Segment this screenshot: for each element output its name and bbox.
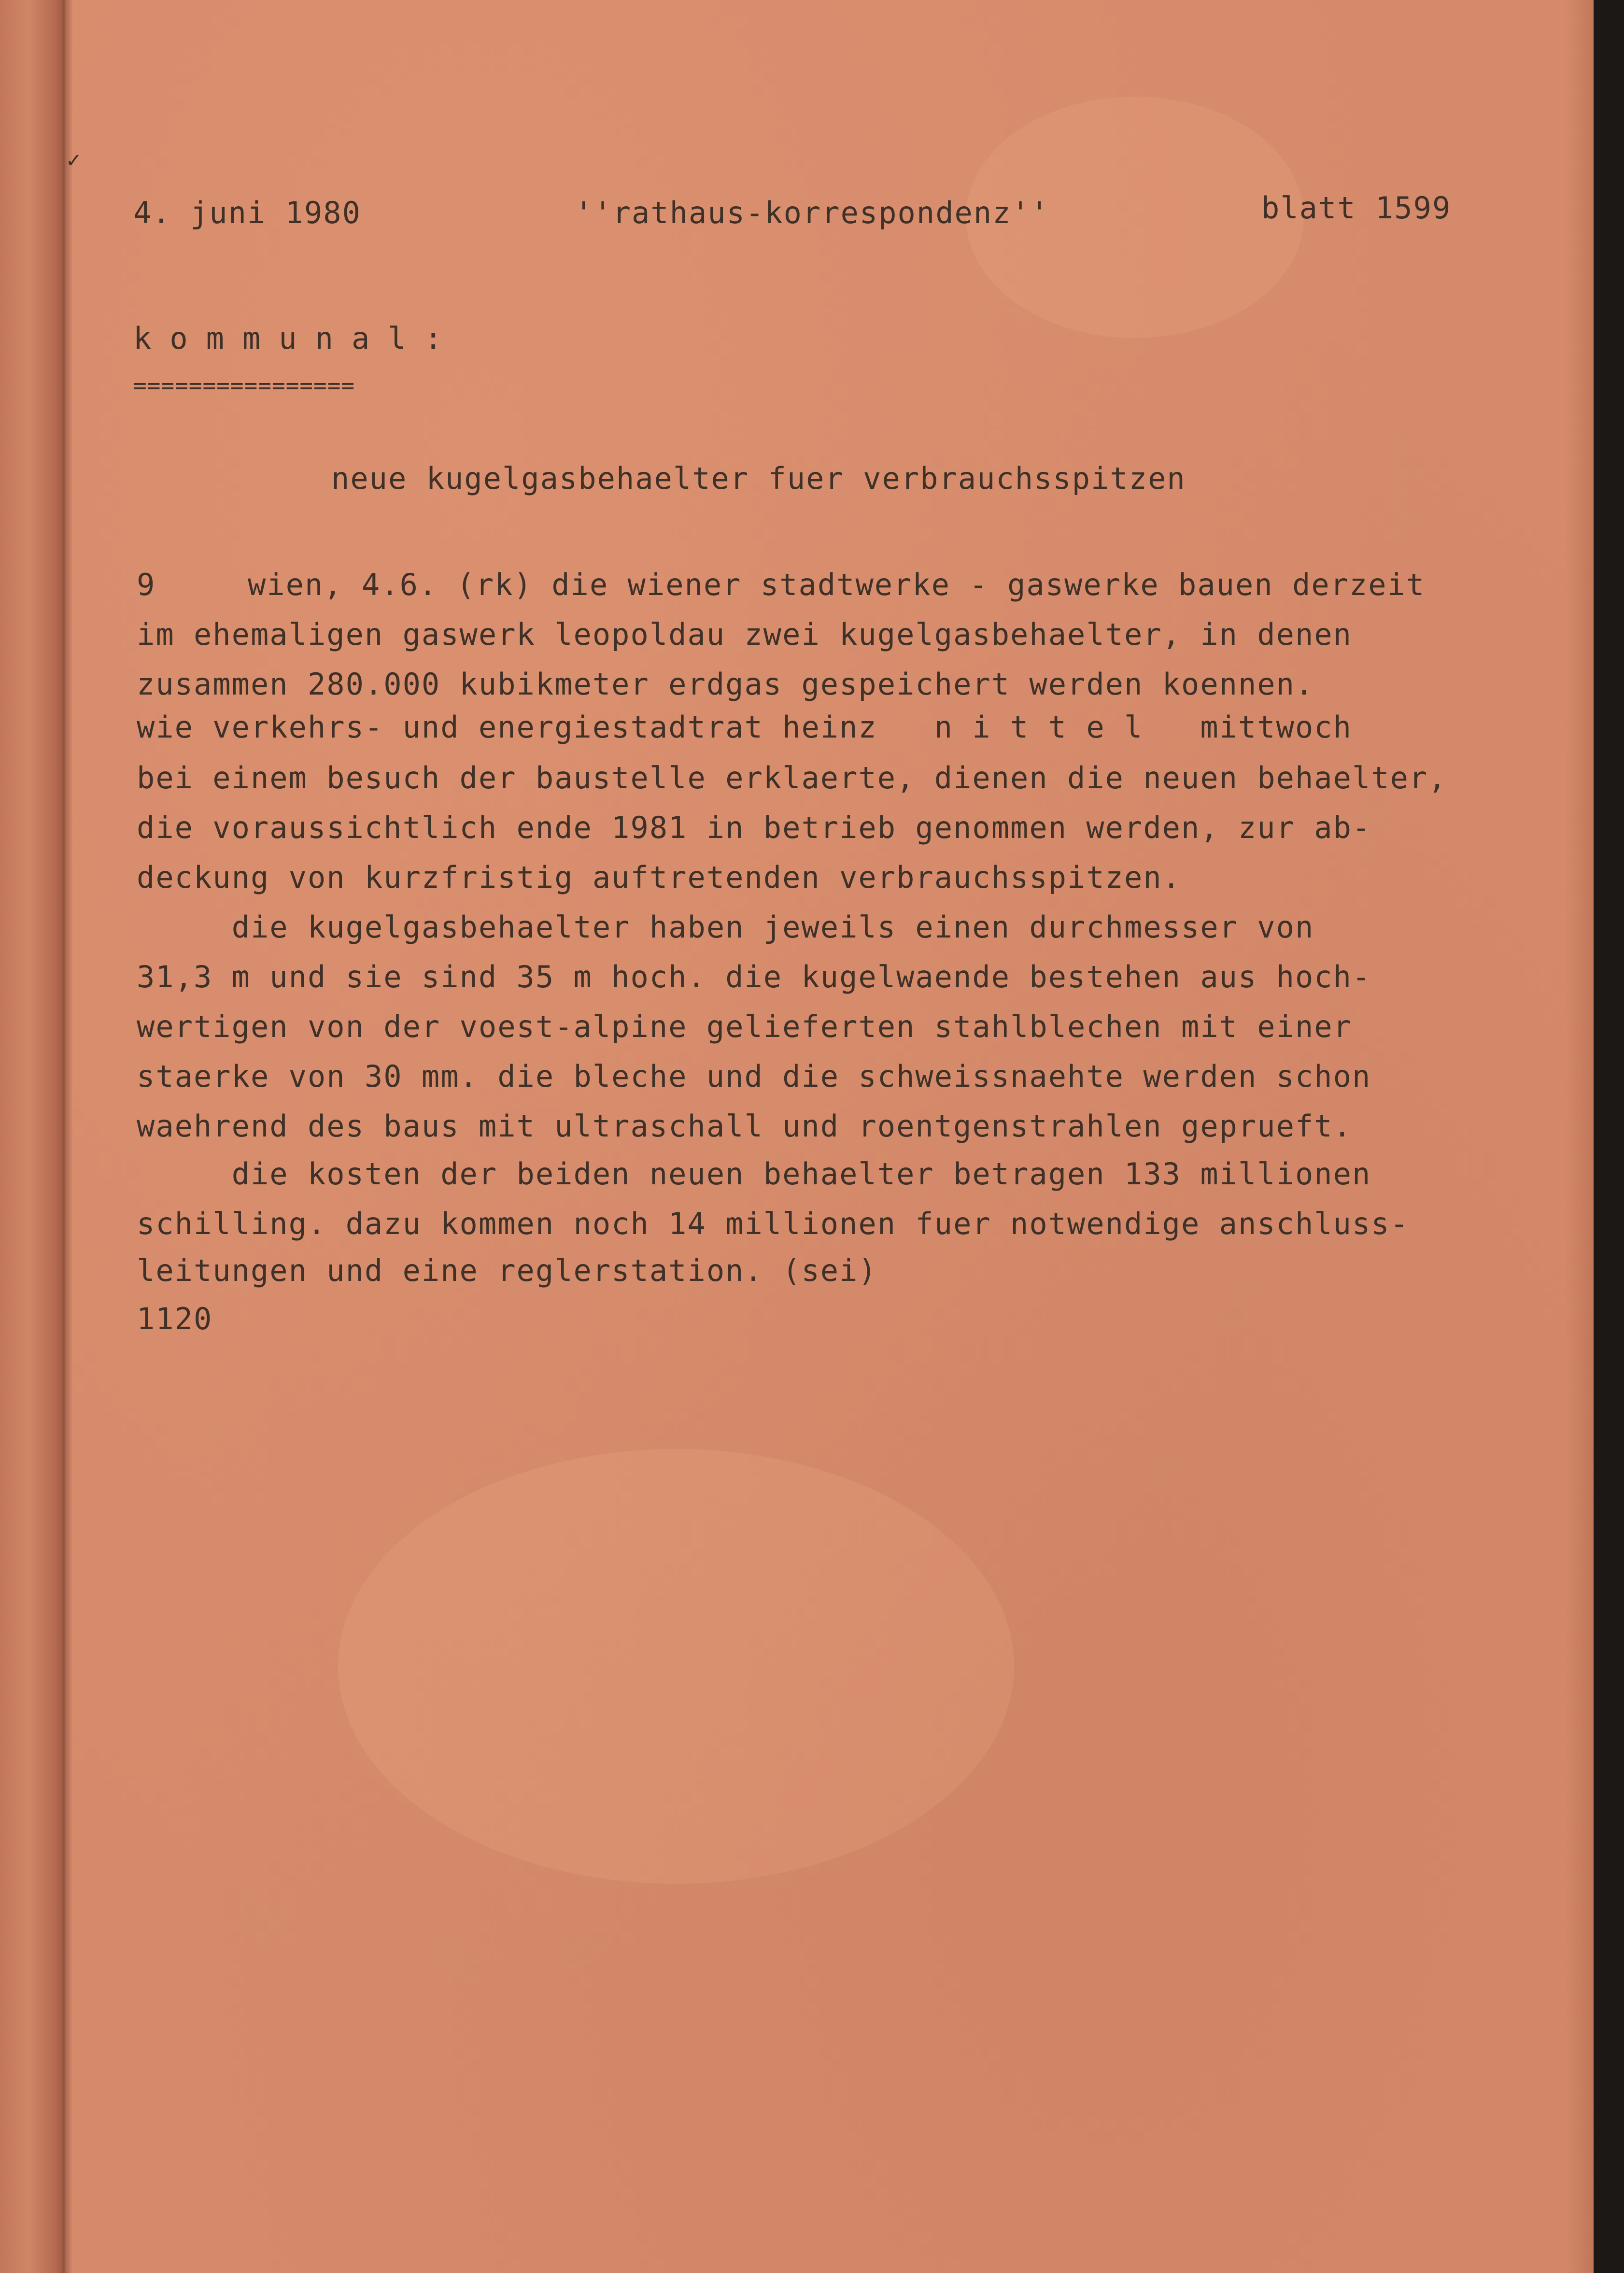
section-label: kommunal: [133, 321, 461, 356]
header-date: 4. juni 1980 [133, 195, 361, 230]
body-line-10: wertigen von der voest-alpine gelieferten stahlblechen mit einer [137, 1009, 1352, 1044]
section-underline: ================ [133, 372, 355, 398]
body-line-11: staerke von 30 mm. die bleche und die schweissnaehte werden schon [137, 1059, 1371, 1094]
body-line-4: wie verkehrs- und energiestadtrat heinz n i t t e l mittwoch [137, 710, 1352, 745]
body-line-2: im ehemaligen gaswerk leopoldau zwei kugelgasbehaelter, in denen [137, 617, 1352, 652]
body-line-5: bei einem besuch der baustelle erklaerte, dienen die neuen behaelter, [137, 760, 1447, 796]
paper-stain [338, 1449, 1014, 1884]
body-line-3: zusammen 280.000 kubikmeter erdgas gespeichert werden koennen. [137, 667, 1314, 702]
article-headline: neue kugelgasbehaelter fuer verbrauchsspitzen [331, 461, 1186, 496]
binding-crease [62, 0, 65, 2273]
body-line-15: leitungen und eine reglerstation. (sei) [137, 1253, 877, 1288]
body-line-6: die voraussichtlich ende 1981 in betrieb genommen werden, zur ab- [137, 810, 1371, 845]
page-edge-shadow [1565, 0, 1594, 2273]
body-line-1: wien, 4.6. (rk) die wiener stadtwerke - gaswerke bauen derzeit [248, 567, 1426, 602]
line-number: 9 [137, 567, 156, 602]
header-publication: ''rathaus-korrespondenz'' [575, 195, 1050, 230]
body-line-13: die kosten der beiden neuen behaelter betragen 133 millionen [137, 1156, 1371, 1192]
margin-tick: ✓ [66, 150, 82, 172]
body-line-14: schilling. dazu kommen noch 14 millionen fuer notwendige anschluss- [137, 1206, 1409, 1241]
header-sheet-number: blatt 1599 [1261, 190, 1452, 226]
body-line-9: 31,3 m und sie sind 35 m hoch. die kugelwaende bestehen aus hoch- [137, 959, 1371, 994]
body-line-12: waehrend des baus mit ultraschall und roentgenstrahlen geprueft. [137, 1108, 1352, 1144]
footer-code: 1120 [137, 1301, 213, 1336]
body-line-7: deckung von kurzfristig auftretenden verbrauchsspitzen. [137, 860, 1181, 895]
body-line-8: die kugelgasbehaelter haben jeweils einen durchmesser von [137, 909, 1314, 945]
